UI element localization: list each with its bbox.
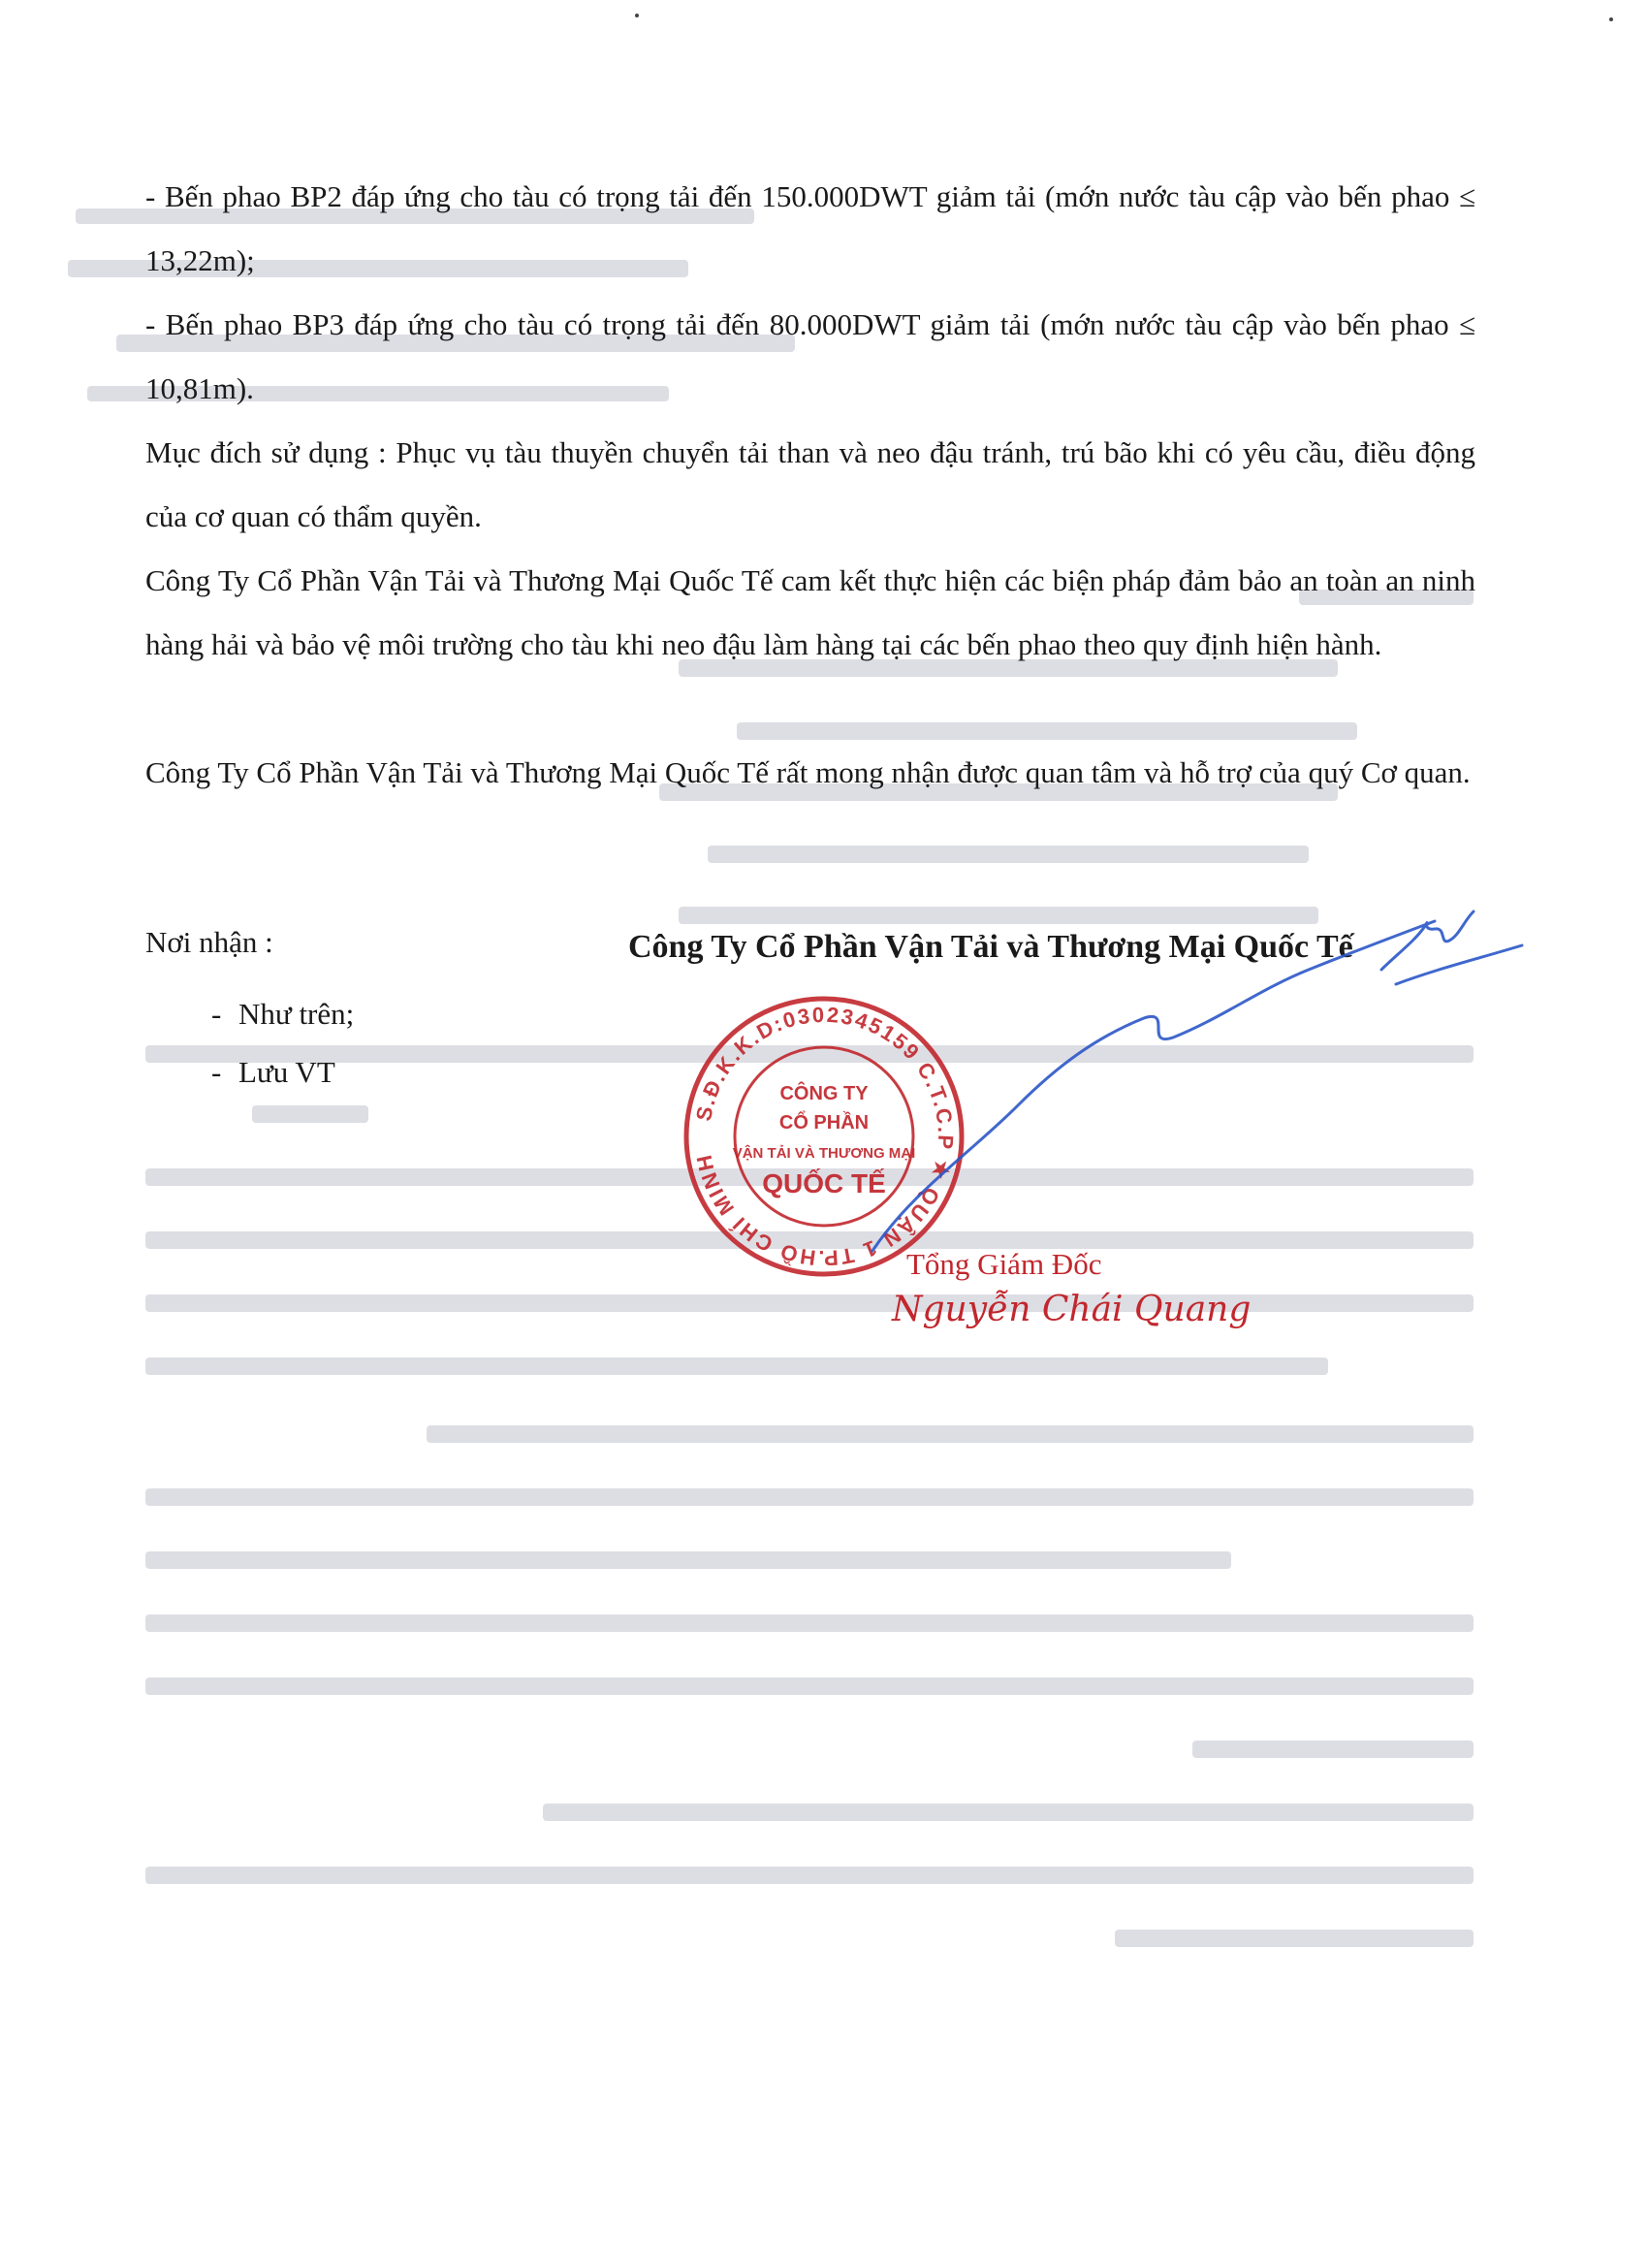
paragraph-purpose: Mục đích sử dụng : Phục vụ tàu thuyền chuyển tải than và neo đậu tránh, trú bão khi có yêu cầu, điều động của cơ quan có thẩm quyền. xyxy=(145,435,1475,533)
recipient-item: Như trên; xyxy=(238,997,355,1031)
bullet-dash: - xyxy=(211,1055,222,1089)
recipient-item: Lưu VT xyxy=(238,1055,335,1089)
scan-speck xyxy=(1609,17,1613,21)
paragraph-bp3: - Bến phao BP3 đáp ứng cho tàu có trọng tải đến 80.000DWT giảm tải (mớn nước tàu cập vào bến phao ≤ 10,81m). xyxy=(145,307,1475,405)
company-name: Công Ty Cổ Phần Vận Tải và Thương Mại Quốc Tế xyxy=(628,929,1353,965)
recipients-list xyxy=(145,985,354,1102)
list-item xyxy=(145,1043,354,1102)
bullet-dash: - xyxy=(211,997,222,1031)
handwritten-signature xyxy=(853,902,1551,1290)
signer-position: Tổng Giám Đốc xyxy=(906,1247,1102,1281)
stamp-line-1: CÔNG TY xyxy=(779,1083,869,1104)
paragraph-request: Công Ty Cổ Phần Vận Tải và Thương Mại Quốc Tế rất mong nhận được quan tâm và hỗ trợ của quý Cơ quan. xyxy=(145,755,1471,789)
recipients-title: Nơi nhận : xyxy=(145,925,273,959)
list-item xyxy=(145,985,354,1043)
paragraph-commitment: Công Ty Cổ Phần Vận Tải và Thương Mại Quốc Tế cam kết thực hiện các biện pháp đảm bảo an toàn an ninh hàng hải và bảo vệ môi trường cho tàu khi neo đậu làm hàng tại các bến phao theo quy định hiện hành. xyxy=(145,563,1475,661)
stamp-line-2: CỔ PHẦN xyxy=(778,1112,870,1134)
stamp-outer-text: S.Đ.K.K.D:0302345159 C.T.C.P ★ QUẬN 1 TP.HỒ CHÍ MINH xyxy=(691,1002,959,1271)
paragraph-bp2: - Bến phao BP2 đáp ứng cho tàu có trọng tải đến 150.000DWT giảm tải (mớn nước tàu cập vào bến phao ≤ 13,22m); xyxy=(145,179,1475,277)
scan-speck xyxy=(635,14,639,17)
stamp-line-4: QUỐC TẾ xyxy=(762,1168,886,1198)
signer-name: Nguyễn Chái Quang xyxy=(892,1290,1252,1329)
stamp-line-3: VẬN TẢI VÀ THƯƠNG MẠI xyxy=(732,1145,916,1162)
